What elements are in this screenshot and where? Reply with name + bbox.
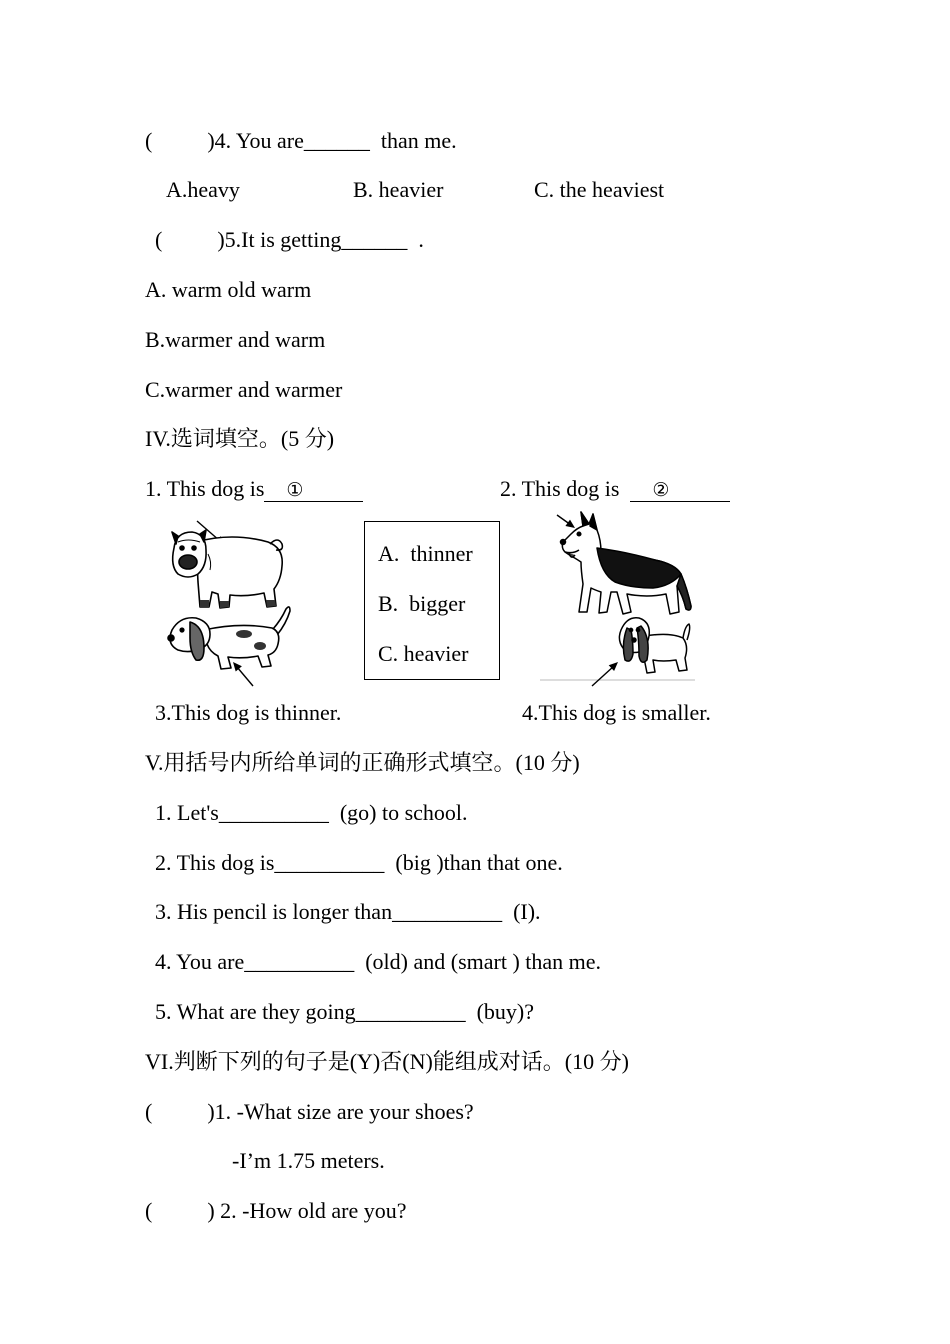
answer-blank-1 xyxy=(264,478,363,502)
word-choice-c: C. heavier xyxy=(378,641,469,666)
german-shepherd-drawing xyxy=(561,512,692,614)
dog-question-1-text: 1. This dog is xyxy=(145,476,265,501)
section-v-item-2: 2. This dog is__________ (big )than that one. xyxy=(155,850,563,875)
word-choice-a: A. thinner xyxy=(378,541,473,566)
dog-caption-4: 4.This dog is smaller. xyxy=(522,700,711,725)
question-5-stem: ( )5.It is getting______ . xyxy=(155,227,424,252)
dog-question-2-text: 2. This dog is xyxy=(500,476,631,501)
question-5-option-b: B.warmer and warm xyxy=(145,327,326,352)
answer-blank-2 xyxy=(630,478,730,502)
section-v-item-5: 5. What are they going__________ (buy)? xyxy=(155,999,535,1024)
section-vi-item-1-question: ( )1. -What size are your shoes? xyxy=(145,1099,474,1124)
dog-caption-3: 3.This dog is thinner. xyxy=(155,700,342,725)
section-vi-heading: VI.判断下列的句子是(Y)否(N)能组成对话。(10 分) xyxy=(145,1049,629,1074)
basset-hound-drawing xyxy=(168,607,290,669)
question-4-option-a: A.heavy xyxy=(166,177,240,202)
section-v-heading: V.用括号内所给单词的正确形式填空。(10 分) xyxy=(145,750,580,775)
question-4-stem: ( )4. You are______ than me. xyxy=(145,128,457,153)
section-vi-item-1-answer: -I’m 1.75 meters. xyxy=(232,1148,385,1173)
shepherd-and-basset-illustration xyxy=(535,508,700,693)
small-basset-drawing xyxy=(619,618,689,673)
question-5-option-a: A. warm old warm xyxy=(145,277,312,302)
arrow-to-small-basset-icon xyxy=(592,662,618,686)
arrow-to-basset-icon xyxy=(233,662,253,686)
blank-number-1: ① xyxy=(286,479,304,501)
arrow-to-shepherd-icon xyxy=(557,515,575,528)
section-v-item-4: 4. You are__________ (old) and (smart ) than me. xyxy=(155,949,602,974)
question-4-option-c: C. the heaviest xyxy=(534,177,665,202)
section-vi-item-2-question: ( ) 2. -How old are you? xyxy=(145,1198,407,1223)
pug-and-basset-illustration xyxy=(160,512,295,694)
blank-number-2: ② xyxy=(652,479,670,501)
dog-question-1 xyxy=(145,476,363,502)
pug-drawing xyxy=(172,530,282,608)
word-choice-b: B. bigger xyxy=(378,591,466,616)
question-5-option-c: C.warmer and warmer xyxy=(145,377,343,402)
section-iv-heading: IV.选词填空。(5 分) xyxy=(145,426,335,451)
question-4-option-b: B. heavier xyxy=(353,177,444,202)
word-choice-box xyxy=(364,521,500,680)
dog-question-2 xyxy=(500,476,730,502)
section-v-item-3: 3. His pencil is longer than__________ (I). xyxy=(155,899,541,924)
section-v-item-1: 1. Let's__________ (go) to school. xyxy=(155,800,468,825)
